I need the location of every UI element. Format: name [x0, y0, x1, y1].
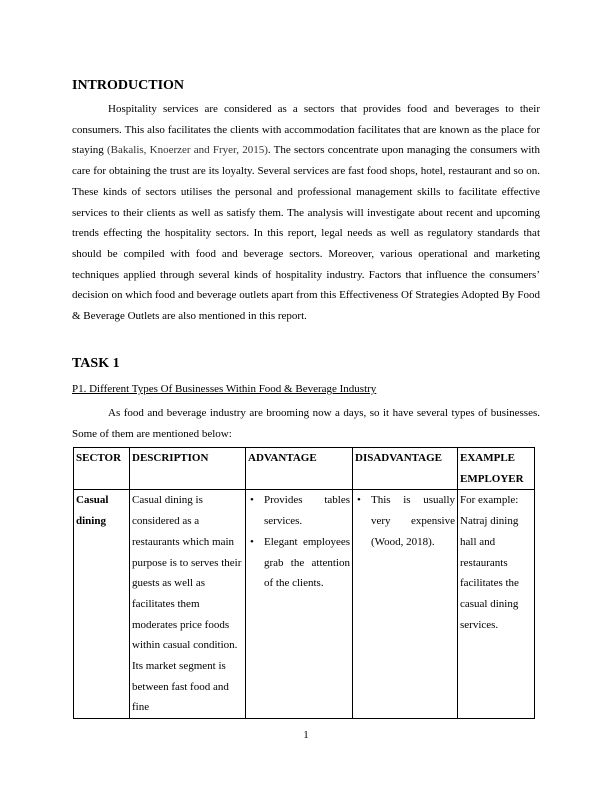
intro-citation: (Bakalis, Knoerzer and Fryer, 2015) — [107, 144, 268, 157]
list-item: • This is usually very expensive (Wood, 2018). — [371, 490, 455, 552]
list-item: • Provides tables services. — [264, 490, 350, 531]
business-types-table — [73, 447, 535, 719]
cell-sector: Casual dining — [74, 490, 130, 719]
table-row — [74, 490, 535, 719]
section-title: P1. Different Types Of Businesses Within Food & Beverage Industry — [72, 383, 377, 395]
intro-text-part-2: . The sectors concentrate upon managing the consumers with care for obtaining the trust are its loyalty. Several services are fast food shops, hotel, restaurant and so on. These kinds of sectors utilises the personal and professional management skills to facilitate effective services to their clients as well as satisfy them. The analysis will investigate about recent and upcoming trends effecting the hospitality sectors. In this report, legal needs as well as regulatory standards that should be compiled with food and beverage sectors. Moreover, various operational and marketing techniques applied through several kinds of hospitality industry. Factors that influence the consumers’ decision on which food and beverage outlets apart from this Effectiveness Of Strategies Adopted By Food & Beverage Outlets are also mentioned in this report. — [72, 144, 540, 323]
types-paragraph: As food and beverage industry are brooming now a days, so it have several types of businesses. Some of them are mentioned below: — [72, 407, 540, 440]
disadvantage-list — [355, 490, 455, 552]
task-heading: TASK 1 — [72, 356, 120, 371]
advantage-list — [248, 490, 350, 594]
header-sector: SECTOR — [74, 448, 130, 490]
header-description: DESCRIPTION — [130, 448, 246, 490]
table-header-row — [74, 448, 535, 490]
cell-advantage — [246, 490, 353, 719]
header-advantage: ADVANTAGE — [246, 448, 353, 490]
cell-description: Casual dining is considered as a restaurants which main purpose is to serves their guests as well as facilitates them moderates price foods within casual condition. Its market segment is between fast food and fine — [130, 490, 246, 719]
list-item: • Elegant employees grab the attention of the clients. — [264, 532, 350, 594]
page-number: 1 — [303, 729, 309, 741]
introduction-paragraph — [72, 99, 540, 327]
header-disadvantage: DISADVANTAGE — [353, 448, 458, 490]
cell-disadvantage — [353, 490, 458, 719]
cell-example: For example: Natraj dining hall and restaurants facilitates the casual dining services. — [458, 490, 535, 719]
intro-text-part-1: Hospitality services are considered as a sectors that provides food and beverages to their consumers. This also facilitates the clients with accommodation facilitates that are known as the place for staying — [72, 103, 540, 157]
introduction-heading: INTRODUCTION — [72, 78, 185, 93]
header-example-employer: EXAMPLE EMPLOYER — [458, 448, 535, 490]
